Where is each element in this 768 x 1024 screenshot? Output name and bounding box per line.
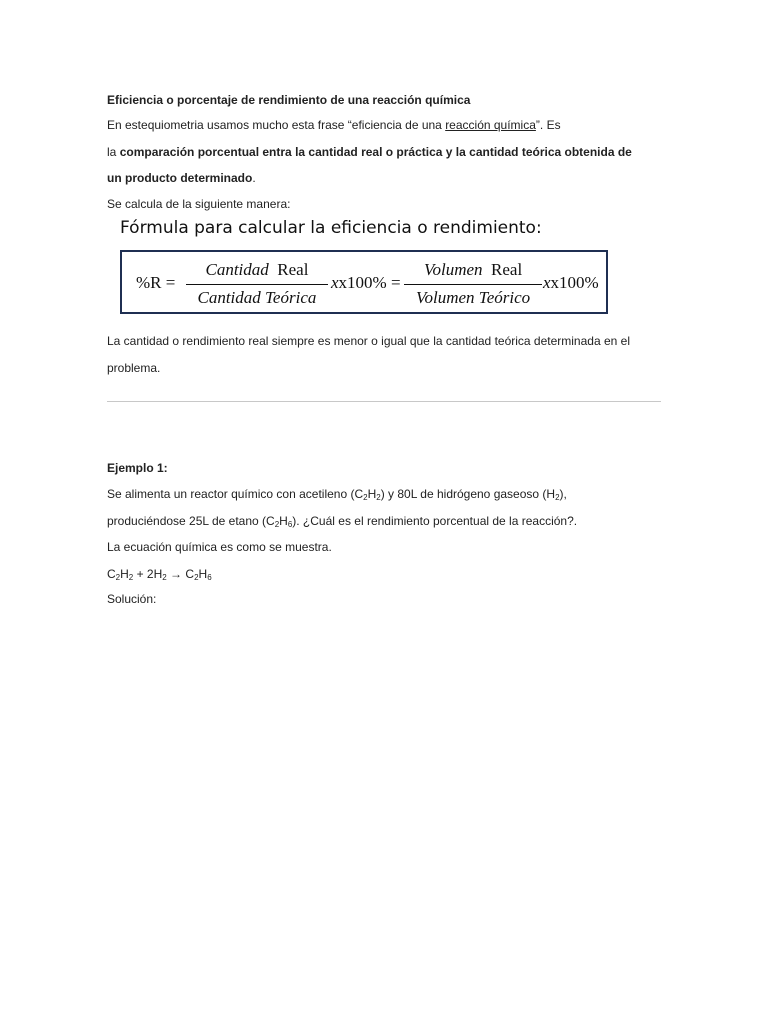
formula-lhs: %R = xyxy=(136,273,176,292)
fraction1-numerator: Cantidad Real xyxy=(205,260,309,279)
fraction2-bar xyxy=(404,284,542,285)
formula-title: Fórmula para calcular la eficiencia o rendimiento: xyxy=(120,218,542,238)
document-heading: Eficiencia o porcentaje de rendimiento de una reacción química xyxy=(107,93,471,107)
definition-bold-1: comparación porcentual entra la cantidad real o práctica y la cantidad teórica obtenida de xyxy=(119,145,632,159)
intro-line xyxy=(107,117,561,133)
example-line-2: produciéndose 25L de etano $(C_2H_6)$. ¿Cuál es el rendimiento porcentual de la reacción?. xyxy=(107,514,578,529)
note-line-2: problema. xyxy=(107,361,161,375)
example-line-1: Se alimenta un reactor químico con acetileno $(C_2H_2)$ y 80L de hidrógeno gaseoso $(H_2)$, xyxy=(107,487,567,502)
fraction1-bar xyxy=(186,284,328,285)
fraction2-numerator: Volumen Real xyxy=(424,260,523,279)
definition-bold-2: un producto determinado xyxy=(107,171,253,185)
definition-line-1 xyxy=(107,144,632,160)
formula-tail: xx100% xyxy=(543,273,599,292)
formula-box xyxy=(120,250,608,314)
reaccion-quimica-link[interactable]: reacción química xyxy=(445,118,536,132)
solution-label: Solución: xyxy=(107,592,157,606)
intro-text: En estequiometria usamos mucho esta frase “eficiencia de una xyxy=(107,118,446,132)
example-line-3: La ecuación química es como se muestra. xyxy=(107,540,332,554)
fraction1-denominator: Cantidad Teórica xyxy=(197,288,317,307)
calc-intro: Se calcula de la siguiente manera: xyxy=(107,197,291,211)
definition-prefix: la xyxy=(107,145,120,159)
definition-end: . xyxy=(252,171,256,185)
intro-text-end: ”. Es xyxy=(535,118,561,132)
definition-line-2 xyxy=(107,170,256,186)
note-line-1: La cantidad o rendimiento real siempre es menor o igual que la cantidad teórica determinada en el xyxy=(107,334,630,348)
horizontal-divider xyxy=(107,401,661,402)
formula-middle: xx100% = xyxy=(331,273,401,292)
chemical-equation: $C_2H_2 + 2H_2 \to C_2H_6$ xyxy=(107,567,212,582)
fraction2-denominator: Volumen Teórico xyxy=(416,288,531,307)
example-title: Ejemplo 1: xyxy=(107,461,168,475)
